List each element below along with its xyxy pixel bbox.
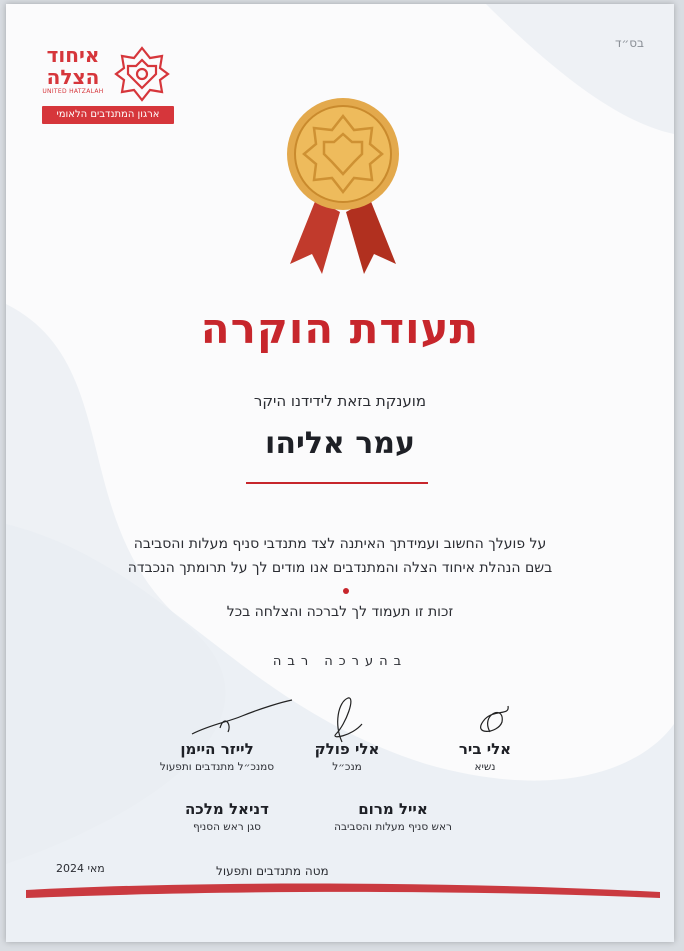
body-line-2: בשם הנהלת איחוד הצלה והמתנדבים אנו מודים לך על תרומתך הנכבדה <box>127 560 553 576</box>
signature-block-deputy <box>152 800 302 833</box>
issue-date: מאי 2024 <box>56 862 105 875</box>
divider-dot <box>343 588 349 594</box>
signatory-name: אלי ביר <box>458 740 512 758</box>
signatory-role: סגן ראש הסניף <box>192 821 261 833</box>
logo-name-line1: איחוד <box>46 43 100 67</box>
organization-logo <box>42 44 182 128</box>
name-underline <box>246 482 428 484</box>
signatory-role: סמנכ״ל מתנדבים ותפעול <box>159 761 275 773</box>
red-brush-stroke <box>24 874 664 904</box>
signature-block-vp <box>132 740 302 773</box>
signatory-role: נשיא <box>474 761 496 773</box>
logo-tagline: ארגון המתנדבים הלאומי <box>42 106 174 124</box>
bsd-mark: בס״ד <box>614 36 644 50</box>
logo-name <box>42 44 104 88</box>
handwritten-signature <box>410 694 560 744</box>
certificate-title: תעודת הוקרה <box>200 304 480 353</box>
handwritten-signature <box>132 694 302 744</box>
logo-english: UNITED HATZALAH <box>42 88 104 95</box>
signatory-name: אייל מרום <box>358 800 428 818</box>
star-of-life-icon <box>112 44 172 104</box>
signatory-name: אלי פולק <box>314 740 380 758</box>
certificate-subtitle: מוענקת בזאת לידידנו היקר <box>253 392 427 410</box>
signatory-name: לייזר היימן <box>180 740 254 758</box>
signature-block-branch-head <box>318 800 468 833</box>
certificate-page <box>6 4 674 942</box>
logo-name-line2: הצלה <box>46 65 100 89</box>
signatory-role: מנכ״ל <box>332 761 362 773</box>
signatory-name: דניאל מלכה <box>185 800 269 818</box>
signatory-role: ראש סניף מעלות והסביבה <box>334 821 452 833</box>
footer-department <box>216 864 329 878</box>
department-label: מטה מתנדבים ותפעול <box>216 864 329 878</box>
recipient-name: עמר אליהו <box>265 426 415 461</box>
signature-block-president <box>410 740 560 773</box>
closing-text: בהערכה רבה <box>272 654 408 669</box>
body-line-1: על פועלך החשוב ועמידתך האיתנה לצד מתנדבי סניף מעלות והסביבה <box>133 536 547 552</box>
wish-line: זכות זו תעמוד לך לברכה והצלחה בכל <box>226 604 454 620</box>
medal-ribbon-icon <box>268 94 418 289</box>
